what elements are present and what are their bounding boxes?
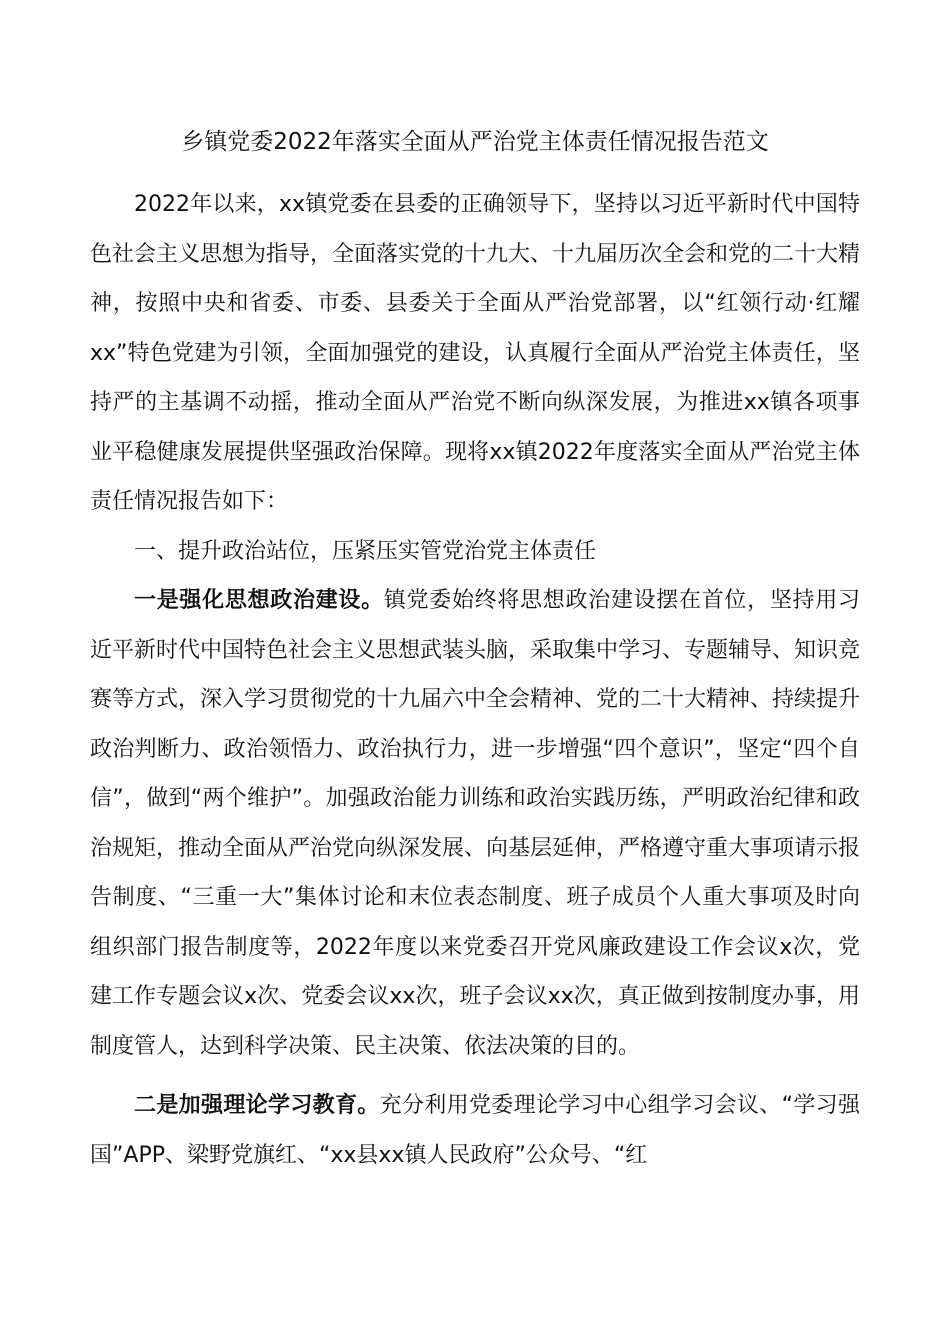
document-title: 乡镇党委2022年落实全面从严治党主体责任情况报告范文: [181, 129, 769, 155]
paragraph-2-body: 充分利用党委理论学习中心组学习会议、“学习强国”APP、梁野党旗红、“xx县xx镇人民政府”公众号、“红: [90, 1093, 860, 1168]
section-heading: 一、提升政治站位，压紧压实管党治党主体责任: [134, 538, 597, 564]
intro-paragraph: 2022年以来，xx镇党委在县委的正确领导下，坚持以习近平新时代中国特色社会主义思想为指导，全面落实党的十九大、十九届历次全会和党的二十大精神，按照中央和省委、市委、县委关于全面从严治党部署，以“红领行动·红耀xx”特色党建为引领，全面加强党的建设，认真履行全面从严治党主体责任，坚持严的主基调不动摇，推动全面从严治党不断向纵深发展，为推进xx镇各项事业平稳健康发展提供坚强政治保障。现将xx镇2022年度落实全面从严治党主体责任情况报告如下：: [90, 192, 861, 514]
paragraph-1-body: 镇党委始终将思想政治建设摆在首位，坚持用习近平新时代中国特色社会主义思想武装头脑，采取集中学习、专题辅导、知识竞赛等方式，深入学习贯彻党的十九届六中全会精神、党的二十大精神、持续提升政治判断力、政治领悟力、政治执行力，进一步增强“四个意识”，坚定“四个自信”，做到“两个维护”。加强政治能力训练和政治实践历练，严明政治纪律和政治规矩，推动全面从严治党向纵深发展、向基层延伸，严格遵守重大事项请示报告制度、“三重一大”集体讨论和末位表态制度、班子成员个人重大事项及时向组织部门报告制度等，2022年度以来党委召开党风廉政建设工作会议x次，党建工作专题会议x次、党委会议xx次，班子会议xx次，真正做到按制度办事，用制度管人，达到科学决策、民主决策、依法决策的目的。: [90, 588, 861, 1059]
paragraph-1-lead: 一是强化思想政治建设。: [134, 588, 384, 613]
paragraph-2: [90, 1081, 860, 1180]
paragraph-2-lead: 二是加强理论学习教育。: [134, 1093, 380, 1118]
paragraph-1: [90, 576, 860, 1071]
document-body: [90, 180, 860, 1180]
